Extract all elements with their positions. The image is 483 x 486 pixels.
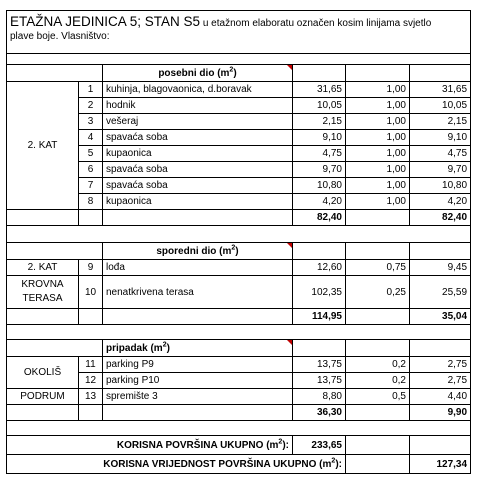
pripadak-total-row (7, 405, 471, 421)
room-result: 2,15 (410, 114, 471, 130)
sporedni-heading-row (7, 243, 471, 260)
room-result: 4,20 (410, 194, 471, 210)
group-label-krovna-terasa: KROVNA TERASA (7, 276, 79, 309)
table-row (7, 357, 471, 373)
row-number: 2 (79, 98, 103, 114)
room-coefficient: 0,75 (346, 260, 410, 276)
room-area: 13,75 (293, 373, 346, 389)
unit-title: ETAŽNA JEDINICA 5; STAN S5 (10, 14, 201, 29)
pripadak-total-result: 9,90 (410, 405, 471, 421)
group-label-2-kat: 2. KAT (7, 260, 79, 276)
posebni-total-row (7, 210, 471, 226)
room-coefficient: 1,00 (346, 194, 410, 210)
room-result: 25,59 (410, 276, 471, 309)
room-result: 10,80 (410, 178, 471, 194)
table-row (7, 82, 471, 98)
room-name: kupaonica (103, 146, 293, 162)
room-area: 9,70 (293, 162, 346, 178)
row-number: 1 (79, 82, 103, 98)
area-table (6, 10, 471, 474)
pripadak-heading-row (7, 340, 471, 357)
row-number: 13 (79, 389, 103, 405)
table-row (7, 260, 471, 276)
area-table-sheet (6, 10, 470, 484)
sporedni-heading: sporedni dio $(m^2)$ (103, 243, 293, 260)
group-label-2-kat: 2. KAT (7, 82, 79, 210)
room-area: 31,65 (293, 82, 346, 98)
room-coefficient: 1,00 (346, 146, 410, 162)
room-area: 8,80 (293, 389, 346, 405)
vrijednost-total-row (7, 455, 471, 474)
row-number: 12 (79, 373, 103, 389)
room-coefficient: 0,2 (346, 357, 410, 373)
row-number: 5 (79, 146, 103, 162)
room-area: 10,05 (293, 98, 346, 114)
row-number: 7 (79, 178, 103, 194)
row-number: 8 (79, 194, 103, 210)
header-row (7, 11, 471, 54)
room-coefficient: 1,00 (346, 114, 410, 130)
vrijednost-total-value: 127,34 (410, 455, 471, 474)
posebni-heading: posebni dio $(m^2)$ (103, 65, 293, 82)
pripadak-heading: pripadak $(m^2)$ (103, 340, 293, 357)
row-number: 9 (79, 260, 103, 276)
room-result: 4,75 (410, 146, 471, 162)
room-result: 2,75 (410, 373, 471, 389)
spacer-row (7, 325, 471, 340)
room-name: vešeraj (103, 114, 293, 130)
spacer-row (7, 226, 471, 243)
room-name: lođa (103, 260, 293, 276)
unit-subtitle-line1: u etažnom elaboratu označen kosim linijama svjetlo (202, 18, 432, 29)
room-coefficient: 0,2 (346, 373, 410, 389)
posebni-total-result: 82,40 (410, 210, 471, 226)
room-coefficient: 1,00 (346, 162, 410, 178)
spacer-row (7, 54, 471, 65)
row-number: 4 (79, 130, 103, 146)
group-label-podrum: PODRUM (7, 389, 79, 405)
room-coefficient: 1,00 (346, 178, 410, 194)
korisna-total-row (7, 436, 471, 455)
room-name: spremište 3 (103, 389, 293, 405)
posebni-heading-row (7, 65, 471, 82)
room-name: hodnik (103, 98, 293, 114)
room-result: 9,70 (410, 162, 471, 178)
korisna-total-value: 233,65 (293, 436, 346, 455)
sporedni-total-area: 114,95 (293, 309, 346, 325)
room-area: 4,75 (293, 146, 346, 162)
room-result: 10,05 (410, 98, 471, 114)
unit-subtitle-line2: plave boje. Vlasništvo: (10, 31, 110, 42)
pripadak-total-area: 36,30 (293, 405, 346, 421)
room-name: spavaća soba (103, 178, 293, 194)
room-name: parking P10 (103, 373, 293, 389)
posebni-total-area: 82,40 (293, 210, 346, 226)
room-result: 31,65 (410, 82, 471, 98)
row-number: 10 (79, 276, 103, 309)
room-coefficient: 0,5 (346, 389, 410, 405)
spacer-row (7, 421, 471, 436)
room-area: 102,35 (293, 276, 346, 309)
room-area: 13,75 (293, 357, 346, 373)
room-name: spavaća soba (103, 130, 293, 146)
room-area: 9,10 (293, 130, 346, 146)
room-coefficient: 1,00 (346, 82, 410, 98)
room-name: spavaća soba (103, 162, 293, 178)
room-result: 9,45 (410, 260, 471, 276)
room-name: nenatkrivena terasa (103, 276, 293, 309)
room-area: 10,80 (293, 178, 346, 194)
group-label-okolis: OKOLIŠ (7, 357, 79, 389)
room-area: 2,15 (293, 114, 346, 130)
room-coefficient: 1,00 (346, 98, 410, 114)
room-area: 12,60 (293, 260, 346, 276)
sporedni-total-result: 35,04 (410, 309, 471, 325)
room-name: kuhinja, blagovaonica, d.boravak (103, 82, 293, 98)
room-coefficient: 0,25 (346, 276, 410, 309)
room-result: 2,75 (410, 357, 471, 373)
room-name: kupaonica (103, 194, 293, 210)
room-name: parking P9 (103, 357, 293, 373)
room-coefficient: 1,00 (346, 130, 410, 146)
table-row (7, 389, 471, 405)
row-number: 6 (79, 162, 103, 178)
korisna-total-label: KORISNA POVRŠINA UKUPNO $(m^2)$: (7, 436, 293, 455)
room-result: 4,40 (410, 389, 471, 405)
row-number: 3 (79, 114, 103, 130)
table-row (7, 276, 471, 309)
sporedni-total-row (7, 309, 471, 325)
room-area: 4,20 (293, 194, 346, 210)
vrijednost-total-label: KORISNA VRIJEDNOST POVRŠINA UKUPNO $(m^2)$: (7, 455, 346, 474)
room-result: 9,10 (410, 130, 471, 146)
row-number: 11 (79, 357, 103, 373)
